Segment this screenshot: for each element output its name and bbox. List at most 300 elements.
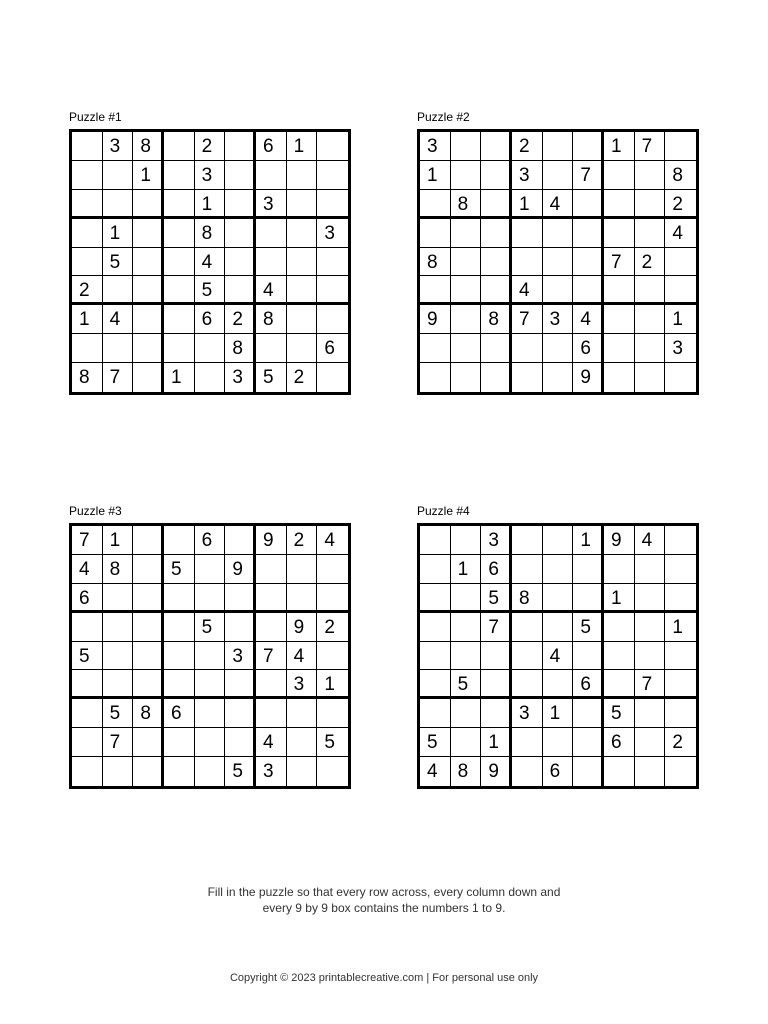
sudoku-cell[interactable] <box>133 305 164 334</box>
sudoku-cell[interactable] <box>133 334 164 363</box>
sudoku-cell[interactable] <box>164 132 195 161</box>
sudoku-cell[interactable] <box>256 555 287 584</box>
sudoku-cell[interactable] <box>133 190 164 219</box>
sudoku-cell[interactable]: 4 <box>512 276 543 305</box>
sudoku-cell[interactable] <box>317 132 348 161</box>
sudoku-cell[interactable] <box>225 699 256 728</box>
sudoku-cell[interactable] <box>665 248 696 277</box>
sudoku-cell[interactable] <box>481 642 512 671</box>
sudoku-cell[interactable]: 8 <box>195 219 226 248</box>
sudoku-cell[interactable] <box>420 219 451 248</box>
sudoku-cell[interactable]: 5 <box>103 699 134 728</box>
sudoku-cell[interactable] <box>481 219 512 248</box>
sudoku-cell[interactable] <box>604 363 635 392</box>
sudoku-cell[interactable] <box>420 670 451 699</box>
sudoku-cell[interactable] <box>604 757 635 786</box>
sudoku-cell[interactable]: 7 <box>103 728 134 757</box>
sudoku-cell[interactable]: 4 <box>287 642 318 671</box>
sudoku-cell[interactable]: 8 <box>512 584 543 613</box>
sudoku-cell[interactable] <box>317 699 348 728</box>
sudoku-cell[interactable] <box>512 526 543 555</box>
sudoku-cell[interactable]: 5 <box>481 584 512 613</box>
sudoku-cell[interactable] <box>133 757 164 786</box>
sudoku-cell[interactable] <box>225 190 256 219</box>
sudoku-cell[interactable] <box>133 363 164 392</box>
sudoku-cell[interactable] <box>195 584 226 613</box>
sudoku-cell[interactable] <box>420 555 451 584</box>
sudoku-cell[interactable] <box>451 642 482 671</box>
sudoku-cell[interactable] <box>195 699 226 728</box>
sudoku-cell[interactable]: 1 <box>287 132 318 161</box>
sudoku-cell[interactable] <box>164 334 195 363</box>
sudoku-cell[interactable] <box>451 305 482 334</box>
sudoku-cell[interactable] <box>420 363 451 392</box>
sudoku-cell[interactable] <box>543 670 574 699</box>
sudoku-cell[interactable] <box>451 161 482 190</box>
sudoku-cell[interactable] <box>604 613 635 642</box>
sudoku-cell[interactable] <box>317 248 348 277</box>
sudoku-cell[interactable] <box>543 728 574 757</box>
sudoku-cell[interactable]: 8 <box>665 161 696 190</box>
sudoku-cell[interactable] <box>481 699 512 728</box>
sudoku-cell[interactable] <box>420 699 451 728</box>
sudoku-cell[interactable]: 1 <box>665 613 696 642</box>
sudoku-cell[interactable] <box>481 276 512 305</box>
sudoku-cell[interactable] <box>133 248 164 277</box>
sudoku-cell[interactable] <box>225 526 256 555</box>
sudoku-cell[interactable]: 4 <box>543 642 574 671</box>
sudoku-cell[interactable]: 8 <box>225 334 256 363</box>
sudoku-cell[interactable] <box>481 161 512 190</box>
sudoku-cell[interactable] <box>635 555 666 584</box>
sudoku-cell[interactable]: 1 <box>604 584 635 613</box>
sudoku-cell[interactable] <box>420 190 451 219</box>
sudoku-cell[interactable] <box>543 555 574 584</box>
sudoku-cell[interactable]: 7 <box>103 363 134 392</box>
sudoku-cell[interactable]: 6 <box>481 555 512 584</box>
sudoku-cell[interactable]: 8 <box>451 190 482 219</box>
sudoku-cell[interactable] <box>287 555 318 584</box>
sudoku-cell[interactable] <box>420 276 451 305</box>
sudoku-cell[interactable]: 4 <box>543 190 574 219</box>
sudoku-cell[interactable] <box>665 670 696 699</box>
sudoku-cell[interactable] <box>481 334 512 363</box>
sudoku-cell[interactable] <box>317 276 348 305</box>
sudoku-cell[interactable]: 9 <box>573 363 604 392</box>
sudoku-cell[interactable] <box>665 642 696 671</box>
sudoku-cell[interactable] <box>481 670 512 699</box>
sudoku-cell[interactable] <box>72 132 103 161</box>
sudoku-cell[interactable] <box>317 363 348 392</box>
sudoku-cell[interactable] <box>451 219 482 248</box>
sudoku-cell[interactable] <box>164 305 195 334</box>
sudoku-cell[interactable] <box>543 613 574 642</box>
sudoku-cell[interactable]: 5 <box>164 555 195 584</box>
sudoku-cell[interactable] <box>103 642 134 671</box>
sudoku-cell[interactable] <box>72 334 103 363</box>
sudoku-cell[interactable] <box>287 276 318 305</box>
sudoku-cell[interactable] <box>103 584 134 613</box>
sudoku-cell[interactable]: 8 <box>133 699 164 728</box>
sudoku-cell[interactable]: 5 <box>103 248 134 277</box>
sudoku-cell[interactable] <box>420 334 451 363</box>
sudoku-cell[interactable]: 4 <box>72 555 103 584</box>
sudoku-cell[interactable]: 9 <box>604 526 635 555</box>
sudoku-cell[interactable] <box>256 584 287 613</box>
sudoku-cell[interactable] <box>481 363 512 392</box>
sudoku-cell[interactable]: 5 <box>420 728 451 757</box>
sudoku-cell[interactable]: 3 <box>543 305 574 334</box>
sudoku-cell[interactable] <box>317 642 348 671</box>
sudoku-cell[interactable] <box>287 161 318 190</box>
sudoku-cell[interactable] <box>256 670 287 699</box>
sudoku-cell[interactable] <box>512 248 543 277</box>
sudoku-cell[interactable] <box>451 276 482 305</box>
sudoku-cell[interactable] <box>451 248 482 277</box>
sudoku-cell[interactable] <box>287 757 318 786</box>
sudoku-cell[interactable] <box>635 363 666 392</box>
sudoku-cell[interactable] <box>573 555 604 584</box>
sudoku-cell[interactable] <box>635 305 666 334</box>
sudoku-cell[interactable] <box>573 132 604 161</box>
sudoku-cell[interactable] <box>225 161 256 190</box>
sudoku-cell[interactable] <box>72 161 103 190</box>
sudoku-cell[interactable] <box>604 276 635 305</box>
sudoku-cell[interactable] <box>665 757 696 786</box>
sudoku-cell[interactable]: 2 <box>72 276 103 305</box>
sudoku-cell[interactable]: 4 <box>665 219 696 248</box>
sudoku-cell[interactable] <box>164 670 195 699</box>
sudoku-cell[interactable] <box>225 584 256 613</box>
sudoku-cell[interactable]: 8 <box>133 132 164 161</box>
sudoku-cell[interactable] <box>164 728 195 757</box>
sudoku-cell[interactable]: 5 <box>72 642 103 671</box>
sudoku-cell[interactable] <box>604 190 635 219</box>
sudoku-cell[interactable] <box>133 670 164 699</box>
sudoku-cell[interactable] <box>604 334 635 363</box>
sudoku-cell[interactable] <box>72 670 103 699</box>
sudoku-cell[interactable]: 6 <box>604 728 635 757</box>
sudoku-cell[interactable] <box>665 699 696 728</box>
sudoku-cell[interactable]: 6 <box>573 334 604 363</box>
sudoku-cell[interactable] <box>103 190 134 219</box>
sudoku-cell[interactable] <box>665 132 696 161</box>
sudoku-cell[interactable]: 4 <box>256 728 287 757</box>
sudoku-cell[interactable] <box>635 642 666 671</box>
sudoku-cell[interactable]: 2 <box>512 132 543 161</box>
sudoku-cell[interactable] <box>225 219 256 248</box>
sudoku-cell[interactable] <box>287 699 318 728</box>
sudoku-cell[interactable] <box>573 248 604 277</box>
sudoku-cell[interactable] <box>635 699 666 728</box>
sudoku-cell[interactable]: 4 <box>103 305 134 334</box>
sudoku-cell[interactable] <box>420 613 451 642</box>
sudoku-cell[interactable]: 7 <box>72 526 103 555</box>
sudoku-cell[interactable] <box>287 219 318 248</box>
sudoku-cell[interactable]: 1 <box>451 555 482 584</box>
sudoku-cell[interactable] <box>317 305 348 334</box>
sudoku-cell[interactable] <box>481 132 512 161</box>
sudoku-cell[interactable] <box>225 613 256 642</box>
sudoku-cell[interactable]: 1 <box>543 699 574 728</box>
sudoku-cell[interactable]: 7 <box>604 248 635 277</box>
sudoku-cell[interactable] <box>256 161 287 190</box>
sudoku-cell[interactable]: 1 <box>604 132 635 161</box>
sudoku-cell[interactable] <box>573 190 604 219</box>
sudoku-cell[interactable]: 5 <box>256 363 287 392</box>
sudoku-cell[interactable] <box>635 190 666 219</box>
sudoku-cell[interactable]: 3 <box>256 757 287 786</box>
sudoku-cell[interactable] <box>164 757 195 786</box>
sudoku-cell[interactable] <box>512 728 543 757</box>
sudoku-cell[interactable] <box>451 613 482 642</box>
sudoku-cell[interactable] <box>256 219 287 248</box>
sudoku-cell[interactable] <box>481 190 512 219</box>
sudoku-cell[interactable]: 1 <box>195 190 226 219</box>
sudoku-cell[interactable]: 4 <box>635 526 666 555</box>
sudoku-cell[interactable] <box>451 334 482 363</box>
sudoku-cell[interactable]: 1 <box>481 728 512 757</box>
sudoku-cell[interactable]: 7 <box>512 305 543 334</box>
sudoku-cell[interactable]: 2 <box>665 190 696 219</box>
sudoku-cell[interactable] <box>543 161 574 190</box>
sudoku-cell[interactable] <box>72 728 103 757</box>
sudoku-cell[interactable] <box>512 219 543 248</box>
sudoku-cell[interactable]: 4 <box>420 757 451 786</box>
sudoku-cell[interactable]: 7 <box>635 132 666 161</box>
sudoku-cell[interactable] <box>133 526 164 555</box>
sudoku-cell[interactable]: 4 <box>573 305 604 334</box>
sudoku-cell[interactable] <box>103 334 134 363</box>
sudoku-cell[interactable]: 8 <box>420 248 451 277</box>
sudoku-cell[interactable] <box>287 584 318 613</box>
sudoku-cell[interactable] <box>451 699 482 728</box>
sudoku-cell[interactable] <box>512 555 543 584</box>
sudoku-cell[interactable] <box>573 642 604 671</box>
sudoku-cell[interactable] <box>256 699 287 728</box>
sudoku-cell[interactable] <box>164 613 195 642</box>
sudoku-cell[interactable]: 6 <box>164 699 195 728</box>
sudoku-cell[interactable]: 8 <box>451 757 482 786</box>
sudoku-cell[interactable] <box>164 276 195 305</box>
sudoku-cell[interactable]: 3 <box>665 334 696 363</box>
sudoku-cell[interactable]: 5 <box>195 276 226 305</box>
sudoku-cell[interactable] <box>573 757 604 786</box>
sudoku-cell[interactable]: 5 <box>604 699 635 728</box>
sudoku-cell[interactable] <box>665 526 696 555</box>
sudoku-cell[interactable] <box>543 526 574 555</box>
sudoku-cell[interactable]: 7 <box>256 642 287 671</box>
sudoku-cell[interactable] <box>604 219 635 248</box>
sudoku-cell[interactable] <box>543 276 574 305</box>
sudoku-cell[interactable] <box>164 190 195 219</box>
sudoku-cell[interactable] <box>635 276 666 305</box>
sudoku-cell[interactable] <box>665 276 696 305</box>
sudoku-cell[interactable] <box>225 728 256 757</box>
sudoku-cell[interactable]: 5 <box>225 757 256 786</box>
sudoku-cell[interactable] <box>225 276 256 305</box>
sudoku-cell[interactable] <box>72 613 103 642</box>
sudoku-cell[interactable] <box>164 219 195 248</box>
sudoku-cell[interactable] <box>543 363 574 392</box>
sudoku-cell[interactable] <box>665 584 696 613</box>
sudoku-cell[interactable]: 5 <box>317 728 348 757</box>
sudoku-cell[interactable] <box>195 757 226 786</box>
sudoku-cell[interactable] <box>103 613 134 642</box>
sudoku-cell[interactable]: 3 <box>512 699 543 728</box>
sudoku-cell[interactable]: 7 <box>481 613 512 642</box>
sudoku-cell[interactable] <box>543 334 574 363</box>
sudoku-cell[interactable]: 2 <box>665 728 696 757</box>
sudoku-cell[interactable] <box>420 642 451 671</box>
sudoku-cell[interactable]: 1 <box>665 305 696 334</box>
sudoku-cell[interactable] <box>665 363 696 392</box>
sudoku-cell[interactable] <box>604 670 635 699</box>
sudoku-cell[interactable]: 7 <box>635 670 666 699</box>
sudoku-cell[interactable]: 3 <box>256 190 287 219</box>
sudoku-cell[interactable]: 9 <box>256 526 287 555</box>
sudoku-cell[interactable] <box>512 613 543 642</box>
sudoku-cell[interactable]: 3 <box>420 132 451 161</box>
sudoku-cell[interactable] <box>543 248 574 277</box>
sudoku-cell[interactable] <box>420 584 451 613</box>
sudoku-cell[interactable] <box>103 757 134 786</box>
sudoku-cell[interactable] <box>317 757 348 786</box>
sudoku-cell[interactable]: 2 <box>287 363 318 392</box>
sudoku-cell[interactable]: 6 <box>195 305 226 334</box>
sudoku-cell[interactable] <box>72 248 103 277</box>
sudoku-cell[interactable] <box>512 757 543 786</box>
sudoku-cell[interactable] <box>195 555 226 584</box>
sudoku-cell[interactable]: 3 <box>195 161 226 190</box>
sudoku-cell[interactable] <box>573 276 604 305</box>
sudoku-cell[interactable] <box>635 219 666 248</box>
sudoku-cell[interactable] <box>225 670 256 699</box>
sudoku-cell[interactable] <box>133 555 164 584</box>
sudoku-cell[interactable]: 6 <box>317 334 348 363</box>
sudoku-cell[interactable] <box>317 555 348 584</box>
sudoku-cell[interactable] <box>604 642 635 671</box>
sudoku-cell[interactable] <box>543 584 574 613</box>
sudoku-cell[interactable] <box>287 248 318 277</box>
sudoku-cell[interactable] <box>103 276 134 305</box>
sudoku-cell[interactable]: 1 <box>420 161 451 190</box>
sudoku-cell[interactable] <box>164 161 195 190</box>
sudoku-cell[interactable]: 8 <box>72 363 103 392</box>
sudoku-cell[interactable]: 3 <box>103 132 134 161</box>
sudoku-cell[interactable]: 9 <box>481 757 512 786</box>
sudoku-cell[interactable] <box>573 728 604 757</box>
sudoku-cell[interactable] <box>635 757 666 786</box>
sudoku-cell[interactable] <box>164 584 195 613</box>
sudoku-cell[interactable] <box>543 132 574 161</box>
sudoku-cell[interactable]: 1 <box>133 161 164 190</box>
sudoku-cell[interactable] <box>287 728 318 757</box>
sudoku-cell[interactable] <box>451 728 482 757</box>
sudoku-cell[interactable] <box>317 584 348 613</box>
sudoku-cell[interactable]: 6 <box>573 670 604 699</box>
sudoku-cell[interactable]: 2 <box>225 305 256 334</box>
sudoku-cell[interactable] <box>451 132 482 161</box>
sudoku-cell[interactable]: 3 <box>512 161 543 190</box>
sudoku-cell[interactable] <box>635 584 666 613</box>
sudoku-cell[interactable]: 6 <box>543 757 574 786</box>
sudoku-cell[interactable]: 1 <box>72 305 103 334</box>
sudoku-cell[interactable] <box>133 584 164 613</box>
sudoku-cell[interactable] <box>573 584 604 613</box>
sudoku-cell[interactable]: 3 <box>481 526 512 555</box>
sudoku-cell[interactable]: 9 <box>287 613 318 642</box>
sudoku-cell[interactable]: 3 <box>225 642 256 671</box>
sudoku-cell[interactable]: 6 <box>256 132 287 161</box>
sudoku-cell[interactable] <box>195 728 226 757</box>
sudoku-cell[interactable] <box>543 219 574 248</box>
sudoku-cell[interactable] <box>451 526 482 555</box>
sudoku-cell[interactable]: 1 <box>164 363 195 392</box>
sudoku-cell[interactable] <box>256 248 287 277</box>
sudoku-cell[interactable]: 1 <box>317 670 348 699</box>
sudoku-cell[interactable] <box>604 161 635 190</box>
sudoku-cell[interactable] <box>481 248 512 277</box>
sudoku-cell[interactable] <box>72 757 103 786</box>
sudoku-cell[interactable]: 8 <box>103 555 134 584</box>
sudoku-cell[interactable] <box>665 555 696 584</box>
sudoku-cell[interactable]: 1 <box>512 190 543 219</box>
sudoku-cell[interactable]: 7 <box>573 161 604 190</box>
sudoku-cell[interactable] <box>195 642 226 671</box>
sudoku-cell[interactable] <box>195 670 226 699</box>
sudoku-cell[interactable] <box>256 613 287 642</box>
sudoku-cell[interactable]: 1 <box>103 526 134 555</box>
sudoku-cell[interactable] <box>635 613 666 642</box>
sudoku-cell[interactable]: 4 <box>256 276 287 305</box>
sudoku-cell[interactable] <box>604 305 635 334</box>
sudoku-cell[interactable]: 3 <box>287 670 318 699</box>
sudoku-cell[interactable] <box>287 334 318 363</box>
sudoku-cell[interactable] <box>317 161 348 190</box>
sudoku-cell[interactable]: 2 <box>317 613 348 642</box>
sudoku-cell[interactable] <box>317 190 348 219</box>
sudoku-cell[interactable]: 2 <box>195 132 226 161</box>
sudoku-cell[interactable] <box>512 670 543 699</box>
sudoku-cell[interactable]: 5 <box>451 670 482 699</box>
sudoku-cell[interactable] <box>133 219 164 248</box>
sudoku-cell[interactable]: 6 <box>195 526 226 555</box>
sudoku-cell[interactable] <box>103 161 134 190</box>
sudoku-cell[interactable] <box>573 219 604 248</box>
sudoku-cell[interactable] <box>635 728 666 757</box>
sudoku-cell[interactable] <box>256 334 287 363</box>
sudoku-cell[interactable]: 6 <box>72 584 103 613</box>
sudoku-cell[interactable] <box>451 584 482 613</box>
sudoku-cell[interactable] <box>133 642 164 671</box>
sudoku-cell[interactable] <box>635 334 666 363</box>
sudoku-cell[interactable] <box>225 248 256 277</box>
sudoku-cell[interactable] <box>420 526 451 555</box>
sudoku-cell[interactable] <box>287 190 318 219</box>
sudoku-cell[interactable] <box>451 363 482 392</box>
sudoku-cell[interactable]: 1 <box>573 526 604 555</box>
sudoku-cell[interactable] <box>164 248 195 277</box>
sudoku-cell[interactable] <box>573 699 604 728</box>
sudoku-cell[interactable] <box>195 363 226 392</box>
sudoku-cell[interactable] <box>604 555 635 584</box>
sudoku-cell[interactable] <box>164 642 195 671</box>
sudoku-cell[interactable] <box>133 728 164 757</box>
sudoku-cell[interactable]: 3 <box>317 219 348 248</box>
sudoku-cell[interactable]: 9 <box>420 305 451 334</box>
sudoku-cell[interactable]: 9 <box>225 555 256 584</box>
